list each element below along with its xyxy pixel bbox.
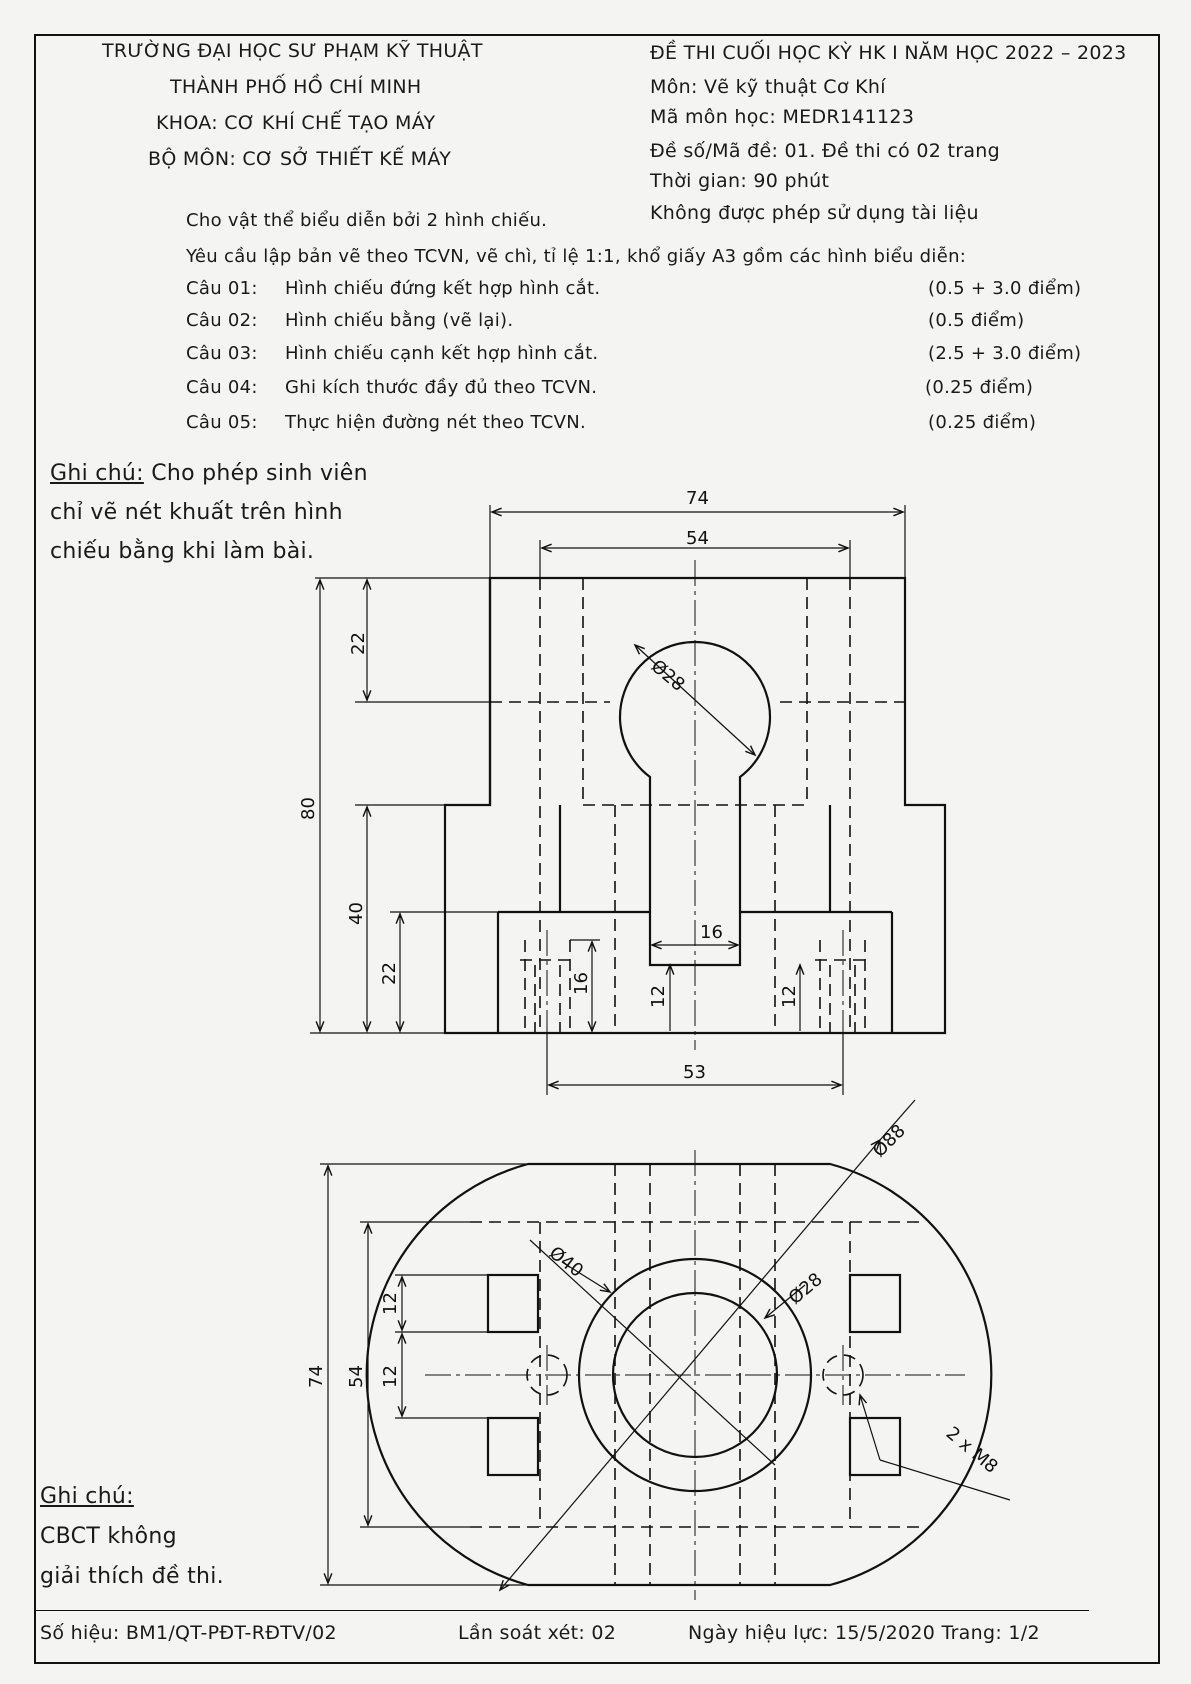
footer-revision: Lần soát xét: 02 [458,1622,617,1644]
dim-d28: Ø28 [646,655,689,696]
top-pocket-right-upper [850,1275,900,1332]
exam-title: ĐỀ THI CUỐI HỌC KỲ HK I NĂM HỌC 2022 – 2023 [650,42,1127,64]
dim-54: 54 [686,528,709,549]
note-2-line3: giải thích đề thi. [40,1564,224,1589]
dim-d40: Ø40 [544,1242,588,1282]
top-pocket-right-lower [850,1418,900,1475]
dim-d28-top: Ø28 [784,1268,827,1309]
dim-thread: 2 x M8 [941,1422,1002,1478]
question-points: (0.25 điểm) [925,377,1034,398]
note-1-line3: chiếu bằng khi làm bài. [50,539,315,564]
note-1-text: Cho phép sinh viên [151,461,368,486]
question-text: Thực hiện đường nét theo TCVN. [285,412,586,433]
note-1-line2: chỉ vẽ nét khuất trên hình [50,500,343,525]
question-text: Hình chiếu bằng (vẽ lại). [285,310,514,331]
footer-effective: Ngày hiệu lực: 15/5/2020 Trang: 1/2 [688,1622,1040,1644]
question-points: (0.5 + 3.0 điểm) [928,278,1082,299]
materials-label: Không được phép sử dụng tài liệu [650,202,979,224]
question-label: Câu 04: [186,377,258,398]
dim-12-upper: 12 [380,1292,401,1315]
top-dimensions [320,1100,1010,1590]
question-text: Hình chiếu cạnh kết hợp hình cắt. [285,343,599,364]
top-center-lines [425,1150,965,1600]
subject-code: Mã môn học: MEDR141123 [650,106,915,128]
question-label: Câu 03: [186,343,258,364]
dim-74: 74 [686,488,709,509]
question-label: Câu 05: [186,412,258,433]
front-dimensions [310,505,905,1095]
dim-40: 40 [346,902,367,925]
question-points: (0.25 điểm) [928,412,1037,433]
question-text: Hình chiếu đứng kết hợp hình cắt. [285,278,601,299]
question-points: (2.5 + 3.0 điểm) [928,343,1082,364]
top-pocket-left-upper [488,1275,538,1332]
dim-22: 22 [379,962,400,985]
dim-12-right: 12 [779,985,800,1008]
question-label: Câu 02: [186,310,258,331]
question-points: (0.5 điểm) [928,310,1025,331]
question-label: Câu 01: [186,278,258,299]
instruction-intro: Cho vật thể biểu diễn bởi 2 hình chiếu. [186,210,548,231]
note-2-title: Ghi chú: [40,1484,134,1509]
dim-16-v: 16 [571,972,592,995]
dim-80: 80 [298,797,319,820]
dim-74-top: 74 [306,1365,327,1388]
department-label: BỘ MÔN: CƠ SỞ THIẾT KẾ MÁY [148,148,452,170]
dim-16-h: 16 [700,922,723,943]
dim-12-lower: 12 [380,1365,401,1388]
dim-22-top: 22 [348,632,369,655]
question-text: Ghi kích thước đầy đủ theo TCVN. [285,377,598,398]
school-line2: THÀNH PHỐ HỒ CHÍ MINH [170,76,422,98]
dim-54-top: 54 [346,1365,367,1388]
dim-12-left: 12 [648,985,669,1008]
note-1-title: Ghi chú: [50,461,144,486]
instruction-requirement: Yêu cầu lập bản vẽ theo TCVN, vẽ chì, tỉ lệ 1:1, khổ giấy A3 gồm các hình biểu diễn: [186,246,967,267]
dim-d88: Ø88 [868,1120,910,1162]
footer-doc-no: Số hiệu: BM1/QT-PĐT-RĐTV/02 [40,1622,337,1644]
subject-label: Môn: Vẽ kỹ thuật Cơ Khí [650,76,886,98]
duration-label: Thời gian: 90 phút [650,170,830,192]
dim-53: 53 [683,1062,706,1083]
note-2-line2: CBCT không [40,1524,177,1549]
top-pocket-left-lower [488,1418,538,1475]
exam-code: Đề số/Mã đề: 01. Đề thi có 02 trang [650,140,1000,162]
school-line1: TRƯỜNG ĐẠI HỌC SƯ PHẠM KỸ THUẬT [102,40,483,62]
faculty-label: KHOA: CƠ KHÍ CHẾ TẠO MÁY [156,112,436,134]
